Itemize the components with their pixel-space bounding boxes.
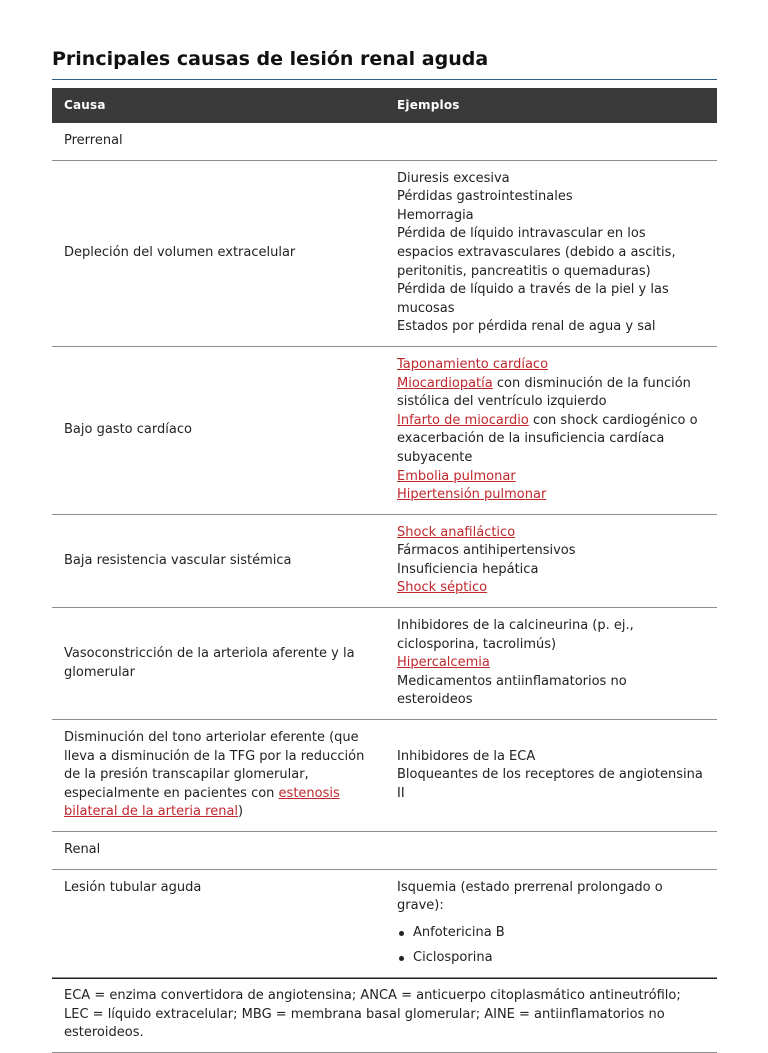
link-shock-septico[interactable]: Shock séptico (397, 580, 488, 596)
list-item (397, 924, 705, 943)
example-item: Hemorragia (397, 207, 474, 223)
example-item: Insuficiencia hepática (397, 561, 539, 577)
link-embolia-pulmonar[interactable]: Embolia pulmonar (397, 468, 516, 484)
cause-cell: Lesión tubular aguda (52, 869, 385, 977)
example-item (397, 356, 705, 375)
examples-cell (385, 346, 717, 514)
example-text: con shock cardiogénico o exacerbación de la insuficiencia cardíaca subyacente (397, 412, 698, 465)
example-item: Diuresis excesiva (397, 170, 510, 186)
bullet-icon (399, 956, 404, 961)
example-item: Bloqueantes de los receptores de angiotensina II (397, 767, 703, 801)
link-hipercalcemia[interactable]: Hipercalcemia (397, 655, 490, 671)
table-row (52, 346, 717, 514)
list-item (397, 949, 705, 968)
example-item: Inhibidores de la ECA (397, 748, 536, 764)
example-item: Estados por pérdida renal de agua y sal (397, 319, 656, 335)
cause-text-end: ) (238, 804, 244, 820)
link-taponamiento-cardiaco[interactable]: Taponamiento cardíaco (397, 356, 549, 372)
examples-cell (385, 160, 717, 346)
section-label: Prerrenal (52, 123, 717, 160)
section-label: Renal (52, 832, 717, 870)
example-item: Pérdida de líquido a través de la piel y las mucosas (397, 282, 669, 316)
example-item: Pérdidas gastrointestinales (397, 189, 573, 205)
cause-cell: Depleción del volumen extracelular (52, 160, 385, 346)
example-item: Inhibidores de la calcineurina (p. ej., ciclosporina, tacrolimús) (397, 618, 634, 652)
example-item: Fármacos antihipertensivos (397, 543, 576, 559)
cause-cell: Vasoconstricción de la arteriola aferente y la glomerular (52, 608, 385, 720)
examples-cell (385, 869, 717, 977)
examples-cell (385, 608, 717, 720)
table-row (52, 160, 717, 346)
table-row (52, 869, 717, 977)
example-item (397, 468, 705, 487)
table-row (52, 514, 717, 607)
example-item (397, 579, 705, 598)
header-causa: Causa (52, 88, 385, 123)
cause-cell (52, 720, 385, 832)
link-estenosis-bilateral-arteria-renal[interactable]: estenosis bilateral de la arteria renal (64, 785, 340, 820)
cause-cell: Bajo gasto cardíaco (52, 346, 385, 514)
page (52, 46, 717, 1053)
link-hipertension-pulmonar[interactable]: Hipertensión pulmonar (397, 487, 547, 503)
examples-cell (385, 720, 717, 832)
list-item-label: Ciclosporina (413, 950, 493, 966)
section-row-renal (52, 832, 717, 870)
cause-text: Disminución del tono arteriolar eferente (que lleva a disminución de la TFG por la reducción de la presión transcapilar glomerular, especialmente en pacientes con (64, 730, 365, 801)
example-item (397, 412, 705, 468)
table-row (52, 720, 717, 832)
causes-table (52, 88, 717, 978)
examples-cell (385, 514, 717, 607)
table-header-row (52, 88, 717, 123)
example-item (397, 524, 705, 543)
example-item (397, 654, 705, 673)
example-intro: Isquemia (estado prerrenal prolongado o grave): (397, 879, 663, 914)
link-infarto-de-miocardio[interactable]: Infarto de miocardio (397, 412, 529, 428)
cause-cell: Baja resistencia vascular sistémica (52, 514, 385, 607)
table-footnote: ECA = enzima convertidora de angiotensina; ANCA = anticuerpo citoplasmático antineutrófilo; LEC = líquido extracelular; MBG = membrana basal glomerular; AINE = antiinflamatorios no esteroideos. (52, 978, 717, 1053)
example-text: con disminución de la función sistólica del ventrículo izquierdo (397, 375, 691, 410)
example-item: Medicamentos antiinflamatorios no esteroideos (397, 673, 627, 708)
bullet-list (397, 924, 705, 968)
example-item: Pérdida de líquido intravascular en los espacios extravasculares (debido a ascitis, peritonitis, pancreatitis o quemaduras) (397, 226, 676, 279)
example-item (397, 486, 705, 505)
link-shock-anafilactico[interactable]: Shock anafiláctico (397, 524, 516, 540)
header-ejemplos: Ejemplos (385, 88, 717, 123)
example-item (397, 375, 705, 412)
link-miocardiopatia[interactable]: Miocardiopatía (397, 375, 493, 391)
table-row (52, 608, 717, 720)
page-title: Principales causas de lesión renal aguda (52, 46, 717, 80)
list-item-label: Anfotericina B (413, 924, 505, 940)
section-row-prerrenal (52, 123, 717, 160)
bullet-icon (399, 931, 404, 936)
